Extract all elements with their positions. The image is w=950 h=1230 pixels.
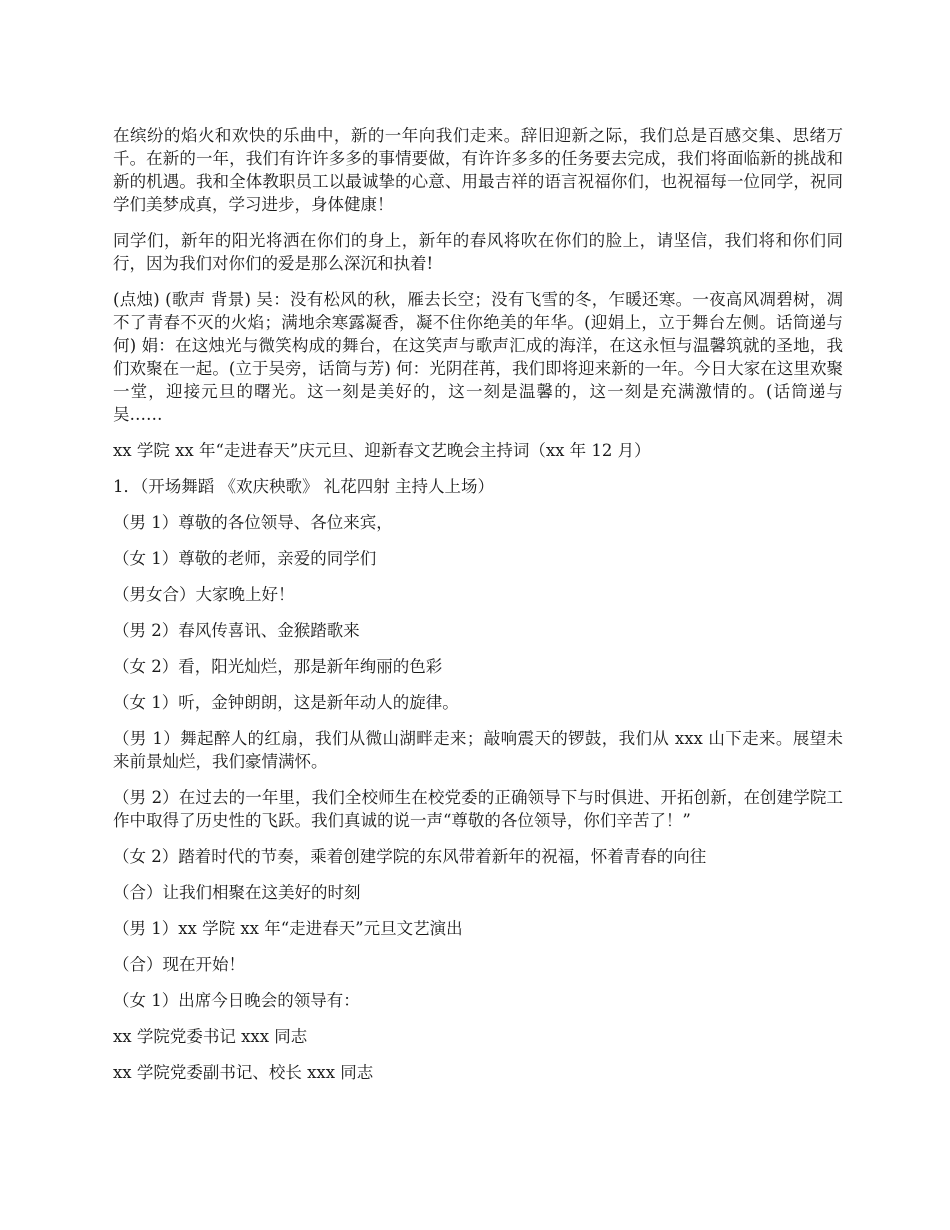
script-line: （男女合）大家晚上好！: [113, 585, 295, 604]
script-line: （合）让我们相聚在这美好的时刻: [113, 883, 361, 902]
script-line: （女 1）尊敬的老师，亲爱的同学们: [113, 549, 377, 568]
script-line: （男 1）xx 学院 xx 年“走进春天”元旦文艺演出: [113, 919, 463, 938]
script-line: （男 2）在过去的一年里，我们全校师生在校党委的正确领导下与时俱进、开拓创新，在创建学院工作中取得了历史性的飞跃。我们真诚的说一声“尊敬的各位领导，你们辛苦了！”: [113, 788, 843, 830]
script-line: （男 1）舞起醉人的红扇，我们从微山湖畔走来；敲响震天的锣鼓，我们从 xxx 山下走来。展望未来前景灿烂，我们豪情满怀。: [113, 729, 843, 771]
script-line: （女 1）听，金钟朗朗，这是新年动人的旋律。: [113, 693, 459, 712]
document-page: [113, 124, 843, 1097]
script-line: （合）现在开始！: [113, 955, 245, 974]
leader-line: xx 学院党委书记 xxx 同志: [113, 1027, 308, 1046]
paragraph-students: 同学们，新年的阳光将洒在你们的身上，新年的春风将吹在你们的脸上，请坚信，我们将和你们同行，因为我们对你们的爱是那么深沉和执着!: [113, 231, 843, 273]
script-title: xx 学院 xx 年“走进春天”庆元旦、迎新春文艺晚会主持词（xx 年 12 月）: [113, 441, 651, 460]
paragraph-intro: 在缤纷的焰火和欢快的乐曲中，新的一年向我们走来。辞旧迎新之际，我们总是百感交集、思绪万千。在新的一年，我们有许许多多的事情要做，有许许多多的任务要去完成，我们将面临新的挑战和新的机遇。我和全体教职员工以最诚挚的心意、用最吉祥的语言祝福你们，也祝福每一位同学，祝同学们美梦成真，学习进步，身体健康！: [113, 126, 843, 214]
leader-line: xx 学院党委副书记、校长 xxx 同志: [113, 1063, 374, 1082]
script-line: 1．（开场舞蹈 《欢庆秧歌》 礼花四射 主持人上场）: [113, 477, 494, 496]
paragraph-candle-scene: (点烛) (歌声 背景) 吴：没有松风的秋，雁去长空；没有飞雪的冬，乍暖还寒。一夜高风凋碧树，凋不了青春不灭的火焰；满地余寒露凝香，凝不住你绝美的年华。(迎娟上，立于舞台左侧。话筒递与何) 娟：在这烛光与微笑构成的舞台，在这笑声与歌声汇成的海洋，在这永恒与温馨筑就的圣地，我们欢聚在一起。(立于吴旁，话筒与芳) 何：光阴荏苒，我们即将迎来新的一年。今日大家在这里欢聚一堂，迎接元旦的曙光。这一刻是美好的，这一刻是温馨的，这一刻是充满激情的。(话筒递与吴……: [113, 290, 843, 424]
script-line: （女 2）看，阳光灿烂，那是新年绚丽的色彩: [113, 657, 443, 676]
script-line: （女 2）踏着时代的节奏，乘着创建学院的东风带着新年的祝福，怀着青春的向往: [113, 847, 707, 866]
script-line: （男 1）尊敬的各位领导、各位来宾，: [113, 513, 393, 532]
script-line: （女 1）出席今日晚会的领导有：: [113, 991, 360, 1010]
script-line: （男 2）春风传喜讯、金猴踏歌来: [113, 621, 360, 640]
